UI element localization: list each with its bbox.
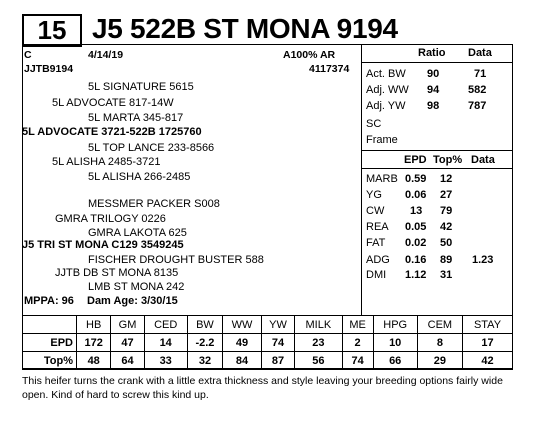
epd-cell: 14	[144, 334, 187, 352]
top-header: Top%	[433, 154, 463, 166]
perf-ratio: 94	[427, 84, 440, 96]
top-cell: 29	[417, 352, 462, 370]
dam-sire-sire: MESSMER PACKER S008	[88, 198, 220, 210]
carcass-label: MARB	[366, 173, 398, 185]
sire-sire-sire: 5L SIGNATURE 5615	[88, 81, 194, 93]
registration-type: A100% AR	[283, 49, 336, 61]
carcass-label: REA	[366, 221, 389, 233]
perf-data: 582	[468, 84, 487, 96]
perf-label: Adj. WW	[366, 84, 409, 96]
column-header: HB	[77, 316, 111, 334]
epd-cell: 23	[295, 334, 342, 352]
epd-header-row	[23, 316, 513, 334]
ratio-header: Ratio	[418, 47, 446, 59]
carcass-label: YG	[366, 189, 382, 201]
perf-label: Act. BW	[366, 68, 406, 80]
sire: 5L ADVOCATE 3721-522B 1725760	[22, 126, 202, 138]
birth-date: 4/14/19	[88, 49, 124, 61]
divider	[362, 62, 513, 63]
carcass-label: CW	[366, 205, 385, 217]
carcass-label: ADG	[366, 254, 390, 266]
carcass-top: 79	[440, 205, 453, 217]
perf-data: 787	[468, 100, 487, 112]
sire-sire-dam: 5L MARTA 345-817	[88, 112, 184, 124]
epd-table	[22, 315, 513, 370]
lot-number: 15	[22, 14, 82, 47]
sire-dam-dam: 5L ALISHA 266-2485	[88, 171, 191, 183]
epd-cell: 2	[342, 334, 373, 352]
perf-ratio: 98	[427, 100, 440, 112]
registration-number: 4117374	[309, 63, 350, 75]
row-label: Top%	[23, 352, 77, 370]
carcass-top: 12	[440, 173, 453, 185]
perf-data: 71	[474, 68, 487, 80]
perf-ratio: 90	[427, 68, 440, 80]
top-cell: 64	[111, 352, 144, 370]
divider	[362, 168, 513, 169]
epd-cell: 10	[373, 334, 417, 352]
comment-text: This heifer turns the crank with a little extra thickness and style leaving your breeding options fairly wide open. Kind of hard to screw this kind up.	[22, 375, 503, 401]
carcass-top: 42	[440, 221, 453, 233]
tattoo: JJTB9194	[24, 63, 74, 75]
top-cell: 32	[187, 352, 222, 370]
dam-dam: JJTB DB ST MONA 8135	[55, 267, 179, 279]
column-header: WW	[223, 316, 262, 334]
perf-label: Frame	[366, 134, 398, 146]
dam-sire: GMRA TRILOGY 0226	[55, 213, 166, 225]
data-header: Data	[468, 47, 492, 59]
sex: C	[24, 49, 32, 61]
animal-name: J5 522B ST MONA 9194	[92, 13, 398, 44]
dam-age: Dam Age: 3/30/15	[87, 295, 178, 307]
column-header: GM	[111, 316, 144, 334]
carcass-epd: 13	[410, 205, 423, 217]
epd-cell: 47	[111, 334, 144, 352]
carcass-epd: 1.12	[405, 269, 427, 281]
carcass-epd: 0.05	[405, 221, 427, 233]
column-header: MILK	[295, 316, 342, 334]
carcass-epd: 0.16	[405, 254, 427, 266]
mppa: MPPA: 96	[24, 295, 74, 307]
top-cell: 42	[462, 352, 512, 370]
carcass-epd: 0.02	[405, 237, 427, 249]
stats-panel	[361, 44, 513, 315]
top-cell: 84	[223, 352, 262, 370]
epd-cell: -2.2	[187, 334, 222, 352]
epd-cell: 17	[462, 334, 512, 352]
perf-label: SC	[366, 118, 382, 130]
column-header: STAY	[462, 316, 512, 334]
carcass-label: FAT	[366, 237, 386, 249]
column-header: BW	[187, 316, 222, 334]
divider	[362, 150, 513, 151]
column-header: CED	[144, 316, 187, 334]
carcass-epd: 0.06	[405, 189, 427, 201]
top-cell: 48	[77, 352, 111, 370]
top-percent-row	[23, 352, 513, 370]
sire-sire: 5L ADVOCATE 817-14W	[52, 97, 174, 109]
epd-cell: 172	[77, 334, 111, 352]
column-header: ME	[342, 316, 373, 334]
dam-sire-dam: GMRA LAKOTA 625	[88, 227, 187, 239]
epd-header: EPD	[404, 154, 427, 166]
epd-cell: 49	[223, 334, 262, 352]
row-label: EPD	[23, 334, 77, 352]
column-header: HPG	[373, 316, 417, 334]
epd-row	[23, 334, 513, 352]
epd-cell: 74	[261, 334, 294, 352]
dam: J5 TRI ST MONA C129 3549245	[22, 239, 184, 251]
data-header: Data	[471, 154, 495, 166]
sire-dam: 5L ALISHA 2485-3721	[52, 156, 161, 168]
top-cell: 87	[261, 352, 294, 370]
dam-dam-sire: FISCHER DROUGHT BUSTER 588	[88, 254, 264, 266]
carcass-top: 27	[440, 189, 453, 201]
top-cell: 56	[295, 352, 342, 370]
corner-cell	[23, 316, 77, 334]
column-header: YW	[261, 316, 294, 334]
column-header: CEM	[417, 316, 462, 334]
top-cell: 66	[373, 352, 417, 370]
epd-cell: 8	[417, 334, 462, 352]
carcass-epd: 0.59	[405, 173, 427, 185]
perf-label: Adj. YW	[366, 100, 406, 112]
top-cell: 33	[144, 352, 187, 370]
carcass-top: 50	[440, 237, 453, 249]
carcass-data: 1.23	[472, 254, 494, 266]
sire-dam-sire: 5L TOP LANCE 233-8566	[88, 142, 215, 154]
carcass-label: DMI	[366, 269, 387, 281]
carcass-top: 31	[440, 269, 453, 281]
dam-dam-dam: LMB ST MONA 242	[88, 281, 185, 293]
top-cell: 74	[342, 352, 373, 370]
carcass-top: 89	[440, 254, 453, 266]
